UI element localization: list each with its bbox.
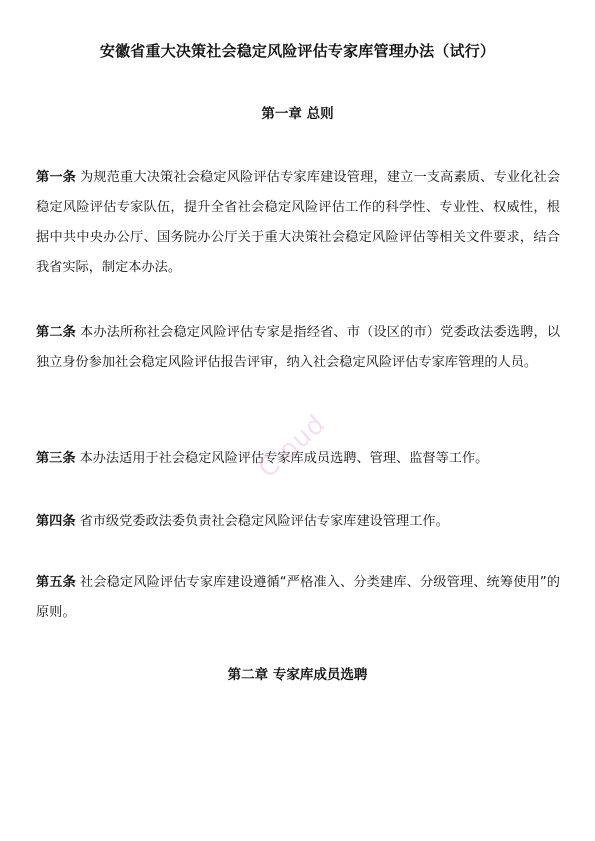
article-3 bbox=[36, 444, 560, 474]
article-text: 为规范重大决策社会稳定风险评估专家库建设管理，建立一支高素质、专业化社会稳定风险评估专家队伍，提升全省社会稳定风险评估工作的科学性、专业性、权威性，根据中共中央办公厅、国务院办公厅关于重大决策社会稳定风险评估等相关文件要求，结合我省实际，制定本办法。 bbox=[36, 170, 561, 275]
chapter-heading-general: 第一章 总则 bbox=[261, 106, 334, 122]
document-title: 安徽省重大决策社会稳定风险评估专家库管理办法（试行） bbox=[99, 42, 496, 60]
article-text: 社会稳定风险评估专家库建设遵循“严格准入、分类建库、分级管理、统筹使用”的原则。 bbox=[36, 575, 560, 620]
article-label: 第五条 bbox=[36, 575, 76, 590]
chapter-heading-expert-selection: 第二章 专家库成员选聘 bbox=[227, 667, 368, 683]
article-label: 第一条 bbox=[36, 170, 77, 185]
article-text: 本办法所称社会稳定风险评估专家是指经省、市（设区的市）党委政法委选聘，以独立身份参加社会稳定风险评估报告评审，纳入社会稳定风险评估专家库管理的人员。 bbox=[36, 325, 561, 370]
article-label: 第三条 bbox=[36, 451, 76, 466]
article-1 bbox=[36, 163, 560, 283]
article-4 bbox=[36, 507, 560, 537]
article-text: 本办法适用于社会稳定风险评估专家库成员选聘、管理、监督等工作。 bbox=[79, 451, 489, 466]
article-label: 第二条 bbox=[36, 325, 77, 340]
article-text: 省市级党委政法委负责社会稳定风险评估专家库建设管理工作。 bbox=[79, 514, 449, 529]
article-label: 第四条 bbox=[36, 514, 76, 529]
watermark: Cloud bbox=[252, 408, 332, 485]
article-5 bbox=[36, 568, 560, 628]
article-2 bbox=[36, 318, 560, 378]
